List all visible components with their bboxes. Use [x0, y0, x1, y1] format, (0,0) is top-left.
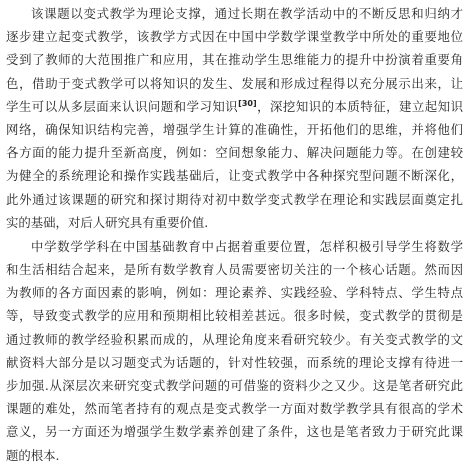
- text-line: 实的基础，对后人研究具有重要价值.: [6, 214, 209, 230]
- text-line: 逐步建立起变式教学，该教学方式因在中国中学数学课堂教学中所处的重要地位: [6, 29, 463, 45]
- citation-marker: [30]: [238, 98, 257, 108]
- text-segment: 学生可以从多层面来认识问题和学习知识: [6, 98, 239, 114]
- text-line: 此外通过该课题的研究和探讨期待对初中数学变式教学在理论和实践层面奠定扎: [6, 191, 463, 207]
- text-line: 通过教师的教学经验积累而成的，从理论角度来看研究较少。有关变式教学的文: [6, 331, 463, 347]
- text-line: 和生活相结合起来，是所有数学教育人员需要密切关注的一个核心话题。然而因: [6, 262, 463, 278]
- paragraph-2: [6, 235, 463, 467]
- text-line: 色，借助于变式教学可以将知识的发生、发展和形成过程得以充分展示出来，让: [6, 75, 463, 91]
- text-line-with-citation: [6, 95, 463, 118]
- text-line: 等，导致变式教学的应用和预期相比较相差甚远。很多时候，变式教学的贯彻是: [6, 308, 463, 324]
- text-line: 步加强.从深层次来研究变式教学问题的可借鉴的资料少之又少。这是笔者研究此: [6, 378, 463, 393]
- text-line: 献资料大部分是以习题变式为话题的，针对性较强，而系统的理论支撑有待进一: [6, 354, 463, 370]
- paragraph-1: [6, 2, 463, 234]
- text-segment: ，深挖知识的本质特征，建立起知识: [256, 98, 463, 114]
- text-line: 为教师的各方面因素的影响，例如：理论素养、实践经验、学科特点、学生特点: [6, 285, 463, 301]
- text-line: 意义，另一方面还为增强学生数学素养创建了条件，这也是笔者致力于研究此课: [6, 424, 463, 440]
- text-line: 各方面的能力提升至新高度，例如：空间想象能力、解决问题能力等。在创建较: [6, 145, 463, 161]
- text-line: 课题的难处，然而笔者持有的观点是变式教学一方面对数学教学具有很高的学术: [6, 401, 463, 417]
- text-line: 中学数学学科在中国基础教育中占据着重要位置，怎样积极引导学生将数学: [31, 238, 463, 254]
- text-line: 题的根本.: [6, 447, 60, 463]
- text-line: 网络，确保知识结构完善，增强学生计算的准确性，开拓他们的思维，并将他们: [6, 121, 463, 137]
- text-line: 该课题以变式教学为理论支撑，通过长期在教学活动中的不断反思和归纳才: [31, 6, 463, 21]
- text-line: 受到了教师的大范围推广和应用，其在推动学生思维能力的提升中扮演着重要角: [6, 52, 463, 68]
- text-line: 为健全的系统理论和操作实践基础后，让变式教学中各种探究型问题不断深化，: [6, 168, 463, 184]
